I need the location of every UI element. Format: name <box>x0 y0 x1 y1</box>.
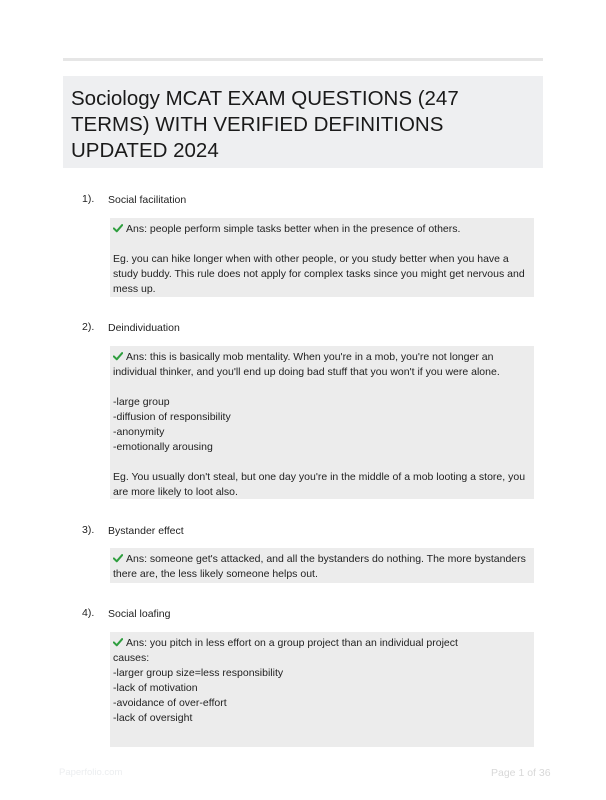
answer-line: Ans: people perform simple tasks better when in the presence of others. <box>113 222 531 237</box>
answer-line: mess up. <box>113 283 156 295</box>
answer-line: are more likely to loot also. <box>113 486 238 498</box>
question-term: Deindividuation <box>108 322 180 334</box>
spacer <box>113 237 531 252</box>
page-number: Page 1 of 36 <box>491 767 551 779</box>
question-term: Social loafing <box>108 608 171 620</box>
answer-box <box>110 346 534 499</box>
answer-line: Eg. you can hike longer when with other people, or you study better when you have a <box>113 253 509 265</box>
answer-line: causes: <box>113 652 150 664</box>
question-term: Social facilitation <box>108 194 187 206</box>
top-divider <box>63 58 543 61</box>
check-icon <box>113 223 123 233</box>
answer-line: -lack of oversight <box>113 712 193 724</box>
answer-line: Ans: someone get's attacked, and all the bystanders do nothing. The more bystanders <box>113 552 531 567</box>
question-number: 3). <box>82 524 95 536</box>
answer-line: study buddy. This rule does not apply for complex tasks since you might get nervous and <box>113 268 525 280</box>
answer-box <box>110 548 534 583</box>
answer-line: -avoidance of over-effort <box>113 697 227 709</box>
check-icon <box>113 553 123 563</box>
question-term: Bystander effect <box>108 525 184 537</box>
question-number: 1). <box>82 193 95 205</box>
answer-line: Eg. You usually don't steal, but one day you're in the middle of a mob looting a store, you <box>113 471 526 483</box>
footer-watermark: Paperfolio.com <box>59 767 123 778</box>
question-number: 2). <box>82 321 95 333</box>
answer-line: Ans: you pitch in less effort on a group project than an individual project <box>113 636 531 651</box>
answer-line: there are, the less likely someone helps out. <box>113 568 318 580</box>
answer-line: -larger group size=less responsibility <box>113 667 284 679</box>
answer-box <box>110 632 534 747</box>
answer-box <box>110 218 534 297</box>
check-icon <box>113 351 123 361</box>
answer-line: -lack of motivation <box>113 682 198 694</box>
answer-line: Ans: this is basically mob mentality. When you're in a mob, you're not longer an <box>113 350 531 365</box>
check-icon <box>113 637 123 647</box>
answer-line: -diffusion of responsibility <box>113 411 231 423</box>
page-title: Sociology MCAT EXAM QUESTIONS (247 TERMS) WITH VERIFIED DEFINITIONS UPDATED 2024 <box>71 87 459 162</box>
title-box <box>63 76 543 168</box>
answer-line: -large group <box>113 396 170 408</box>
answer-line: -anonymity <box>113 426 165 438</box>
answer-line: individual thinker, and you'll end up doing bad stuff that you won't if you were alone. <box>113 366 500 378</box>
spacer <box>113 380 531 395</box>
answer-line: -emotionally arousing <box>113 441 213 453</box>
question-number: 4). <box>82 607 95 619</box>
spacer <box>113 455 531 470</box>
